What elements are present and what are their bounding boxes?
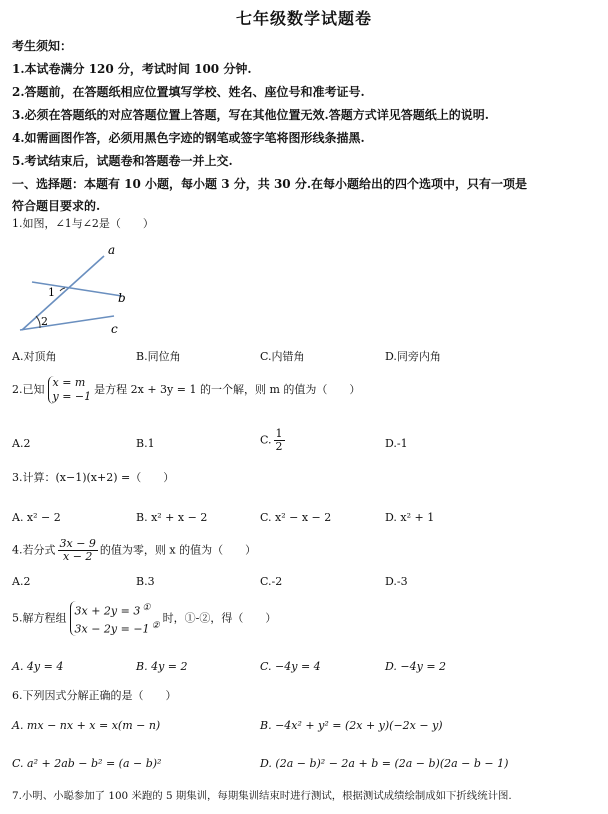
q5-option-d: D. −4y = 2 [385, 660, 447, 673]
q5-eq2-text: 3x − 2y = −1 [74, 622, 150, 636]
q4-stem [12, 538, 256, 563]
label-a: a [108, 244, 116, 257]
q2-option-c-num: 1 [275, 427, 283, 440]
q1-stem: 1.如图，∠1与∠2是（ ） [12, 217, 154, 230]
q6-stem: 6.下列因式分解正确的是（ ） [12, 689, 177, 702]
q4-option-a: A.2 [12, 575, 31, 588]
notice-item-2: 2.答题前，在答题纸相应位置填写学校、姓名、座位号和准考证号. [12, 85, 365, 99]
q4-option-b: B.3 [136, 575, 155, 588]
q5-eq1-mark: ① [142, 603, 151, 613]
q5-option-b: B. 4y = 2 [136, 660, 188, 673]
q2-suffix: 是方程 2x + 3y = 1 的一个解，则 m 的值为（ ） [94, 383, 361, 396]
q3-stem: 3.计算：(x−1)(x+2) =（ ） [12, 471, 175, 484]
q5-eq1-text: 3x + 2y = 3 [74, 604, 141, 618]
q2-option-c [260, 428, 287, 453]
q1-option-c: C.内错角 [260, 350, 305, 363]
notice-item-3: 3.必须在答题纸的对应答题位置上答题，写在其他位置无效.答题方式详见答题纸上的说明. [12, 108, 489, 122]
q5-prefix: 5.解方程组 [12, 611, 67, 625]
q6-option-b: B. −4x² + y² = (2x + y)(−2x − y) [260, 719, 443, 732]
label-c: c [111, 322, 118, 336]
q2-system-top: x = m [52, 376, 86, 389]
q4-numerator: 3x − 9 [59, 537, 96, 550]
q5-suffix: 时，①-②，得（ ） [162, 611, 277, 625]
label-b: b [118, 291, 126, 305]
q5-option-a: A. 4y = 4 [12, 660, 64, 673]
q6-option-a: A. mx − nx + x = x(m − n) [12, 719, 161, 732]
notice-item-1: 1.本试卷满分 120 分，考试时间 100 分钟. [12, 62, 252, 76]
q2-option-b: B.1 [136, 437, 155, 450]
notice-heading: 考生须知： [12, 39, 73, 53]
q2-option-c-prefix: C. [260, 433, 272, 447]
q5-eq2-mark: ② [151, 620, 160, 631]
q3-option-b: B. x² + x − 2 [136, 511, 208, 524]
line-b [32, 282, 122, 296]
q1-option-d: D.同旁内角 [385, 350, 441, 363]
q5-eq1 [75, 601, 160, 619]
q1-option-b: B.同位角 [136, 350, 181, 363]
q2-option-c-fraction [274, 428, 285, 453]
q2-option-a: A.2 [12, 437, 31, 450]
angle-1-arc [60, 288, 65, 291]
section-heading-line1: 一、选择题：本题有 10 小题，每小题 3 分，共 30 分.在每小题给出的四个选项中，只有一项是 [12, 177, 527, 191]
label-angle-2: 2 [41, 315, 48, 328]
page-title: 七年级数学试题卷 [235, 9, 372, 28]
q4-option-d: D.-3 [385, 575, 408, 588]
q3-option-c: C. x² − x − 2 [260, 511, 332, 524]
q1-figure [14, 244, 134, 336]
q5-stem [12, 601, 276, 636]
q4-fraction [58, 538, 98, 563]
q5-eq2 [75, 619, 160, 637]
q6-option-c: C. a² + 2ab − b² = (a − b)² [12, 757, 162, 770]
q6-option-d: D. (2a − b)² − 2a + b = (2a − b)(2a − b − 1) [260, 757, 509, 770]
q4-denominator: x − 2 [63, 550, 93, 563]
q2-option-c-den: 2 [275, 440, 283, 453]
q3-option-d: D. x² + 1 [385, 511, 435, 524]
q2-stem [12, 376, 360, 404]
q4-suffix: 的值为零，则 x 的值为（ ） [99, 543, 257, 557]
q2-system-bottom: y = −1 [52, 390, 92, 403]
q2-option-d: D.-1 [385, 437, 408, 450]
q7-stem: 7.小明、小聪参加了 100 米跑的 5 期集训，每期集训结束时进行测试，根据测试成绩绘制成如下折线统计图. [12, 790, 512, 802]
q4-option-c: C.-2 [260, 575, 283, 588]
q3-option-a: A. x² − 2 [12, 511, 61, 524]
q2-prefix: 2.已知 [12, 383, 45, 396]
q2-system [48, 376, 92, 404]
q4-prefix: 4.若分式 [12, 543, 56, 557]
notice-item-4: 4.如需画图作答，必须用黑色字迹的钢笔或签字笔将图形线条描黑. [12, 131, 365, 145]
q1-option-a: A.对顶角 [12, 350, 57, 363]
notice-item-5: 5.考试结束后，试题卷和答题卷一并上交. [12, 154, 233, 168]
section-heading-line2: 符合题目要求的. [12, 199, 101, 213]
label-angle-1: 1 [48, 286, 55, 299]
q5-option-c: C. −4y = 4 [260, 660, 321, 673]
q5-system [70, 601, 160, 636]
